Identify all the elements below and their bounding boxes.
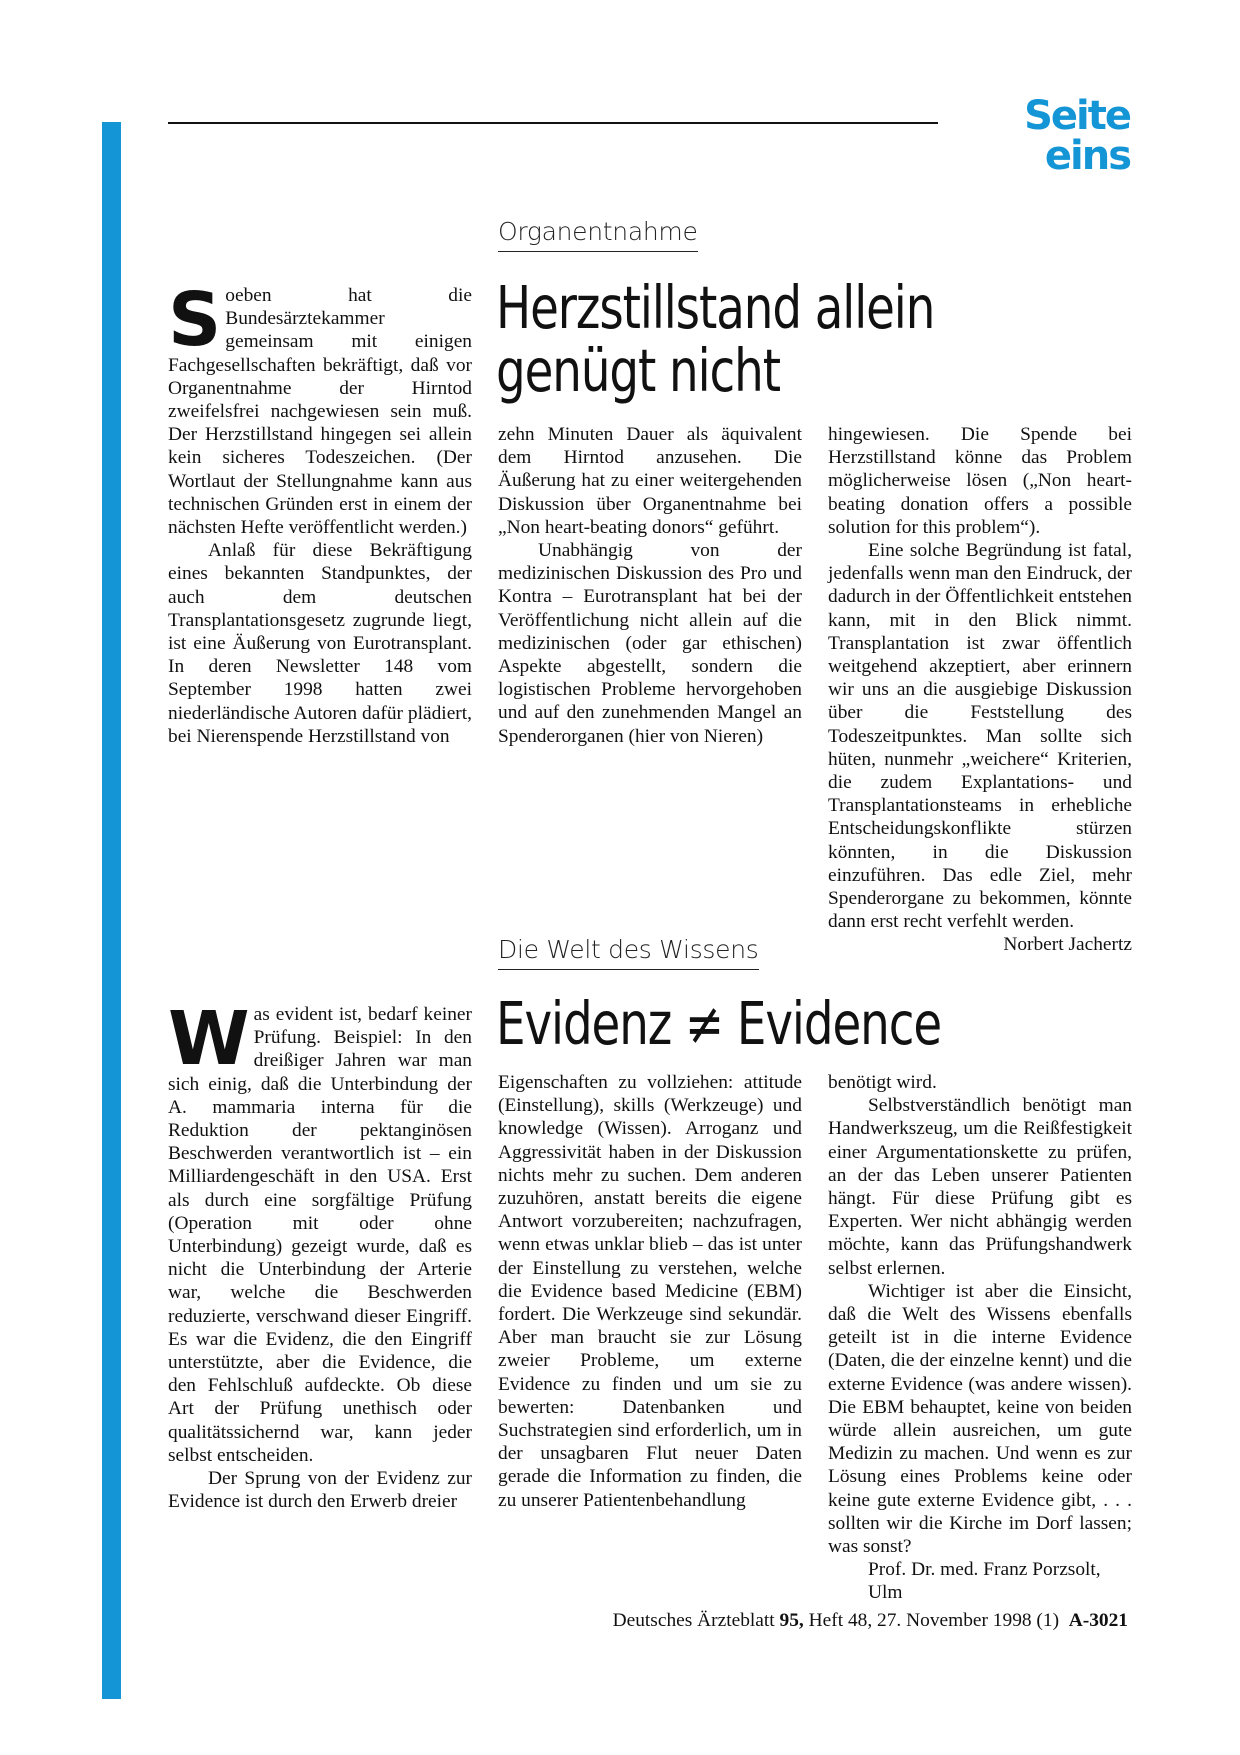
article2-author xyxy=(828,1558,1132,1604)
paragraph: Eine solche Begründung ist fatal, jedenfalls wenn man den Eindruck, der dadurch in der Öffentlichkeit entstehen kann, mit in den Blick nimmt. Transplantation ist zwar öffentlich weitgehend akzeptiert, aber erinnern wir uns an die ausgiebige Diskussion über die Feststellung des Todeszeitpunktes. Man sollte sich hüten, nunmehr „weichere“ Kriterien, die zudem Explantations- und Transplantationsteams in erhebliche Entscheidungskonflikte stürzen könnten, in die Diskussion einzuführen. Das edle Ziel, mehr Spenderorgane zu bekommen, könnte dann erst recht verfehlt werden. Norbert Jachertz xyxy=(828,540,1132,956)
article1-headline xyxy=(496,273,1059,405)
article2-kicker: Die Welt des Wissens xyxy=(498,936,759,970)
header-rule xyxy=(168,122,938,124)
paragraph: Der Sprung von der Evidenz zur Evidence ist durch den Erwerb dreier xyxy=(168,1468,472,1513)
dropcap-letter-w: W xyxy=(168,996,250,1082)
article1-column-3 xyxy=(828,423,1132,957)
dropcap-letter-s: S xyxy=(168,277,222,363)
article2-author-name: Prof. Dr. med. Franz Porzsolt, xyxy=(868,1559,1101,1581)
paragraph: Was evident ist, bedarf keiner Prüfung. Beispiel: In den dreißiger Jahren war man sich einig, daß die Unterbindung der A. mammaria interna für die Reduktion der pektanginösen Beschwerden verantwortlich ist – ein Milliardengeschäft in den USA. Erst als durch eine sorgfältige Prüfung (Operation mit oder ohne Unterbindung) gezeigt wurde, daß es nicht die Unterbindung der Arterie war, welche die Beschwerden reduzierte, verschwand dieser Eingriff. Es war die Evidenz, die den Eingriff unterstützte, aber die Evidence, die den Fehlschluß aufdeckte. Ob diese Art der Prüfung unethisch oder qualitätssichernd war, kann jeder selbst entscheiden. xyxy=(168,996,472,1466)
article1-headline-line2: genügt nicht xyxy=(496,336,780,405)
article2-column-2 xyxy=(498,1071,802,1512)
footer-issue: Heft 48, 27. November 1998 (1) xyxy=(808,1610,1060,1631)
paragraph: Unabhängig von der medizinischen Diskussion des Pro und Kontra – Eurotransplant hat bei der Veröffentlichung nicht allein auf die medizinischen (oder gar ethischen) Aspekte abgestellt, sondern die logistischen Probleme hervorgehoben und auf den zunehmenden Mangel an Spenderorganen (hier von Nieren) xyxy=(498,540,802,747)
paragraph: Eigenschaften zu vollziehen: attitude (Einstellung), skills (Werkzeuge) und knowledge (Wissen). Arroganz und Aggressivität haben in der Diskussion nichts mehr zu suchen. Dem anderen zuzuhören, anstatt bereits die eigene Antwort vorzubereiten; nachzufragen, wenn etwas unklar blieb – das ist unter der Einstellung zu verstehen, welche die Evidence based Medicine (EBM) fordert. Die Werkzeuge sind sekundär. Aber man braucht sie zur Lösung zweier Probleme, um externe Evidence zu finden und um sie zu bewerten: Datenbanken und Suchstrategien sind erforderlich, um in der unsagbaren Flut neuer Daten gerade die Information zu finden, die zu unserer Patientenbehandlung xyxy=(498,1072,802,1511)
article1-kicker: Organentnahme xyxy=(498,218,698,252)
article1-column-1 xyxy=(168,277,472,748)
footer-volume: 95, xyxy=(779,1610,804,1631)
footer-page-number: A-3021 xyxy=(1068,1610,1128,1631)
article1-author: Norbert Jachertz xyxy=(1003,934,1132,956)
paragraph: hingewiesen. Die Spende bei Herzstillstand könne das Problem möglicherweise lösen („Non heart-beating donation offers a possible solution for this problem“). xyxy=(828,424,1132,538)
paragraph: Anlaß für diese Bekräftigung eines bekannten Standpunktes, der auch dem deutschen Transplantationsgesetz zugrunde liegt, ist eine Äußerung von Eurotransplant. In deren Newsletter 148 vom September 1998 hatten zwei niederländische Autoren dafür plädiert, bei Nierenspende Herzstillstand von xyxy=(168,540,472,747)
paragraph: benötigt wird. xyxy=(828,1072,937,1093)
paragraph: zehn Minuten Dauer als äquivalent dem Hirntod anzusehen. Die Äußerung hat zu einer weitergehenden Diskussion über Organentnahme bei „Non heart-beating donors“ geführt. xyxy=(498,424,802,538)
article2-author-city: Ulm xyxy=(868,1582,903,1604)
article2-headline: Evidenz ≠ Evidence xyxy=(496,989,942,1058)
paragraph: Soeben hat die Bundesärztekammer gemeinsam mit einigen Fachgesellschaften bekräftigt, daß vor Organentnahme der Hirntod zweifelsfrei nachgewiesen sein muß. Der Herzstillstand hingegen sei allein kein sicheres Todeszeichen. (Der Wortlaut der Stellungnahme kann aus technischen Gründen erst in einem der nächsten Hefte veröffentlicht werden.) xyxy=(168,277,472,539)
page-footer xyxy=(560,1610,1128,1632)
article2-column-3 xyxy=(828,1071,1132,1605)
accent-bar xyxy=(102,122,121,1699)
article2-column-1 xyxy=(168,996,472,1513)
article1-column-2 xyxy=(498,423,802,748)
paragraph: Selbstverständlich benötigt man Handwerkszeug, um die Reißfestigkeit einer Argumentationskette zu prüfen, an der das Leben unserer Patienten hängt. Für diese Prüfung gibt es Experten. Wer nicht abhängig werden möchte, kann das Prüfungshandwerk selbst erlernen. xyxy=(828,1095,1132,1279)
section-label: Seite eins xyxy=(1024,93,1130,179)
footer-journal: Deutsches Ärzteblatt xyxy=(612,1610,775,1631)
paragraph: Wichtiger ist aber die Einsicht, daß die Welt des Wissens ebenfalls geteilt ist in die interne Evidence (Daten, die der einzelne kennt) und die externe Evidence (was andere wissen). Die EBM behauptet, keine von beiden würde allein ausreichen, um gute Medizin zu machen. Und wenn es zur Lösung eines Problems keine oder keine gute externe Evidence gibt, . . . sollten wir die Kirche im Dorf lassen; was sonst? xyxy=(828,1280,1132,1558)
article1-headline-line1: Herzstillstand allein xyxy=(496,273,935,342)
